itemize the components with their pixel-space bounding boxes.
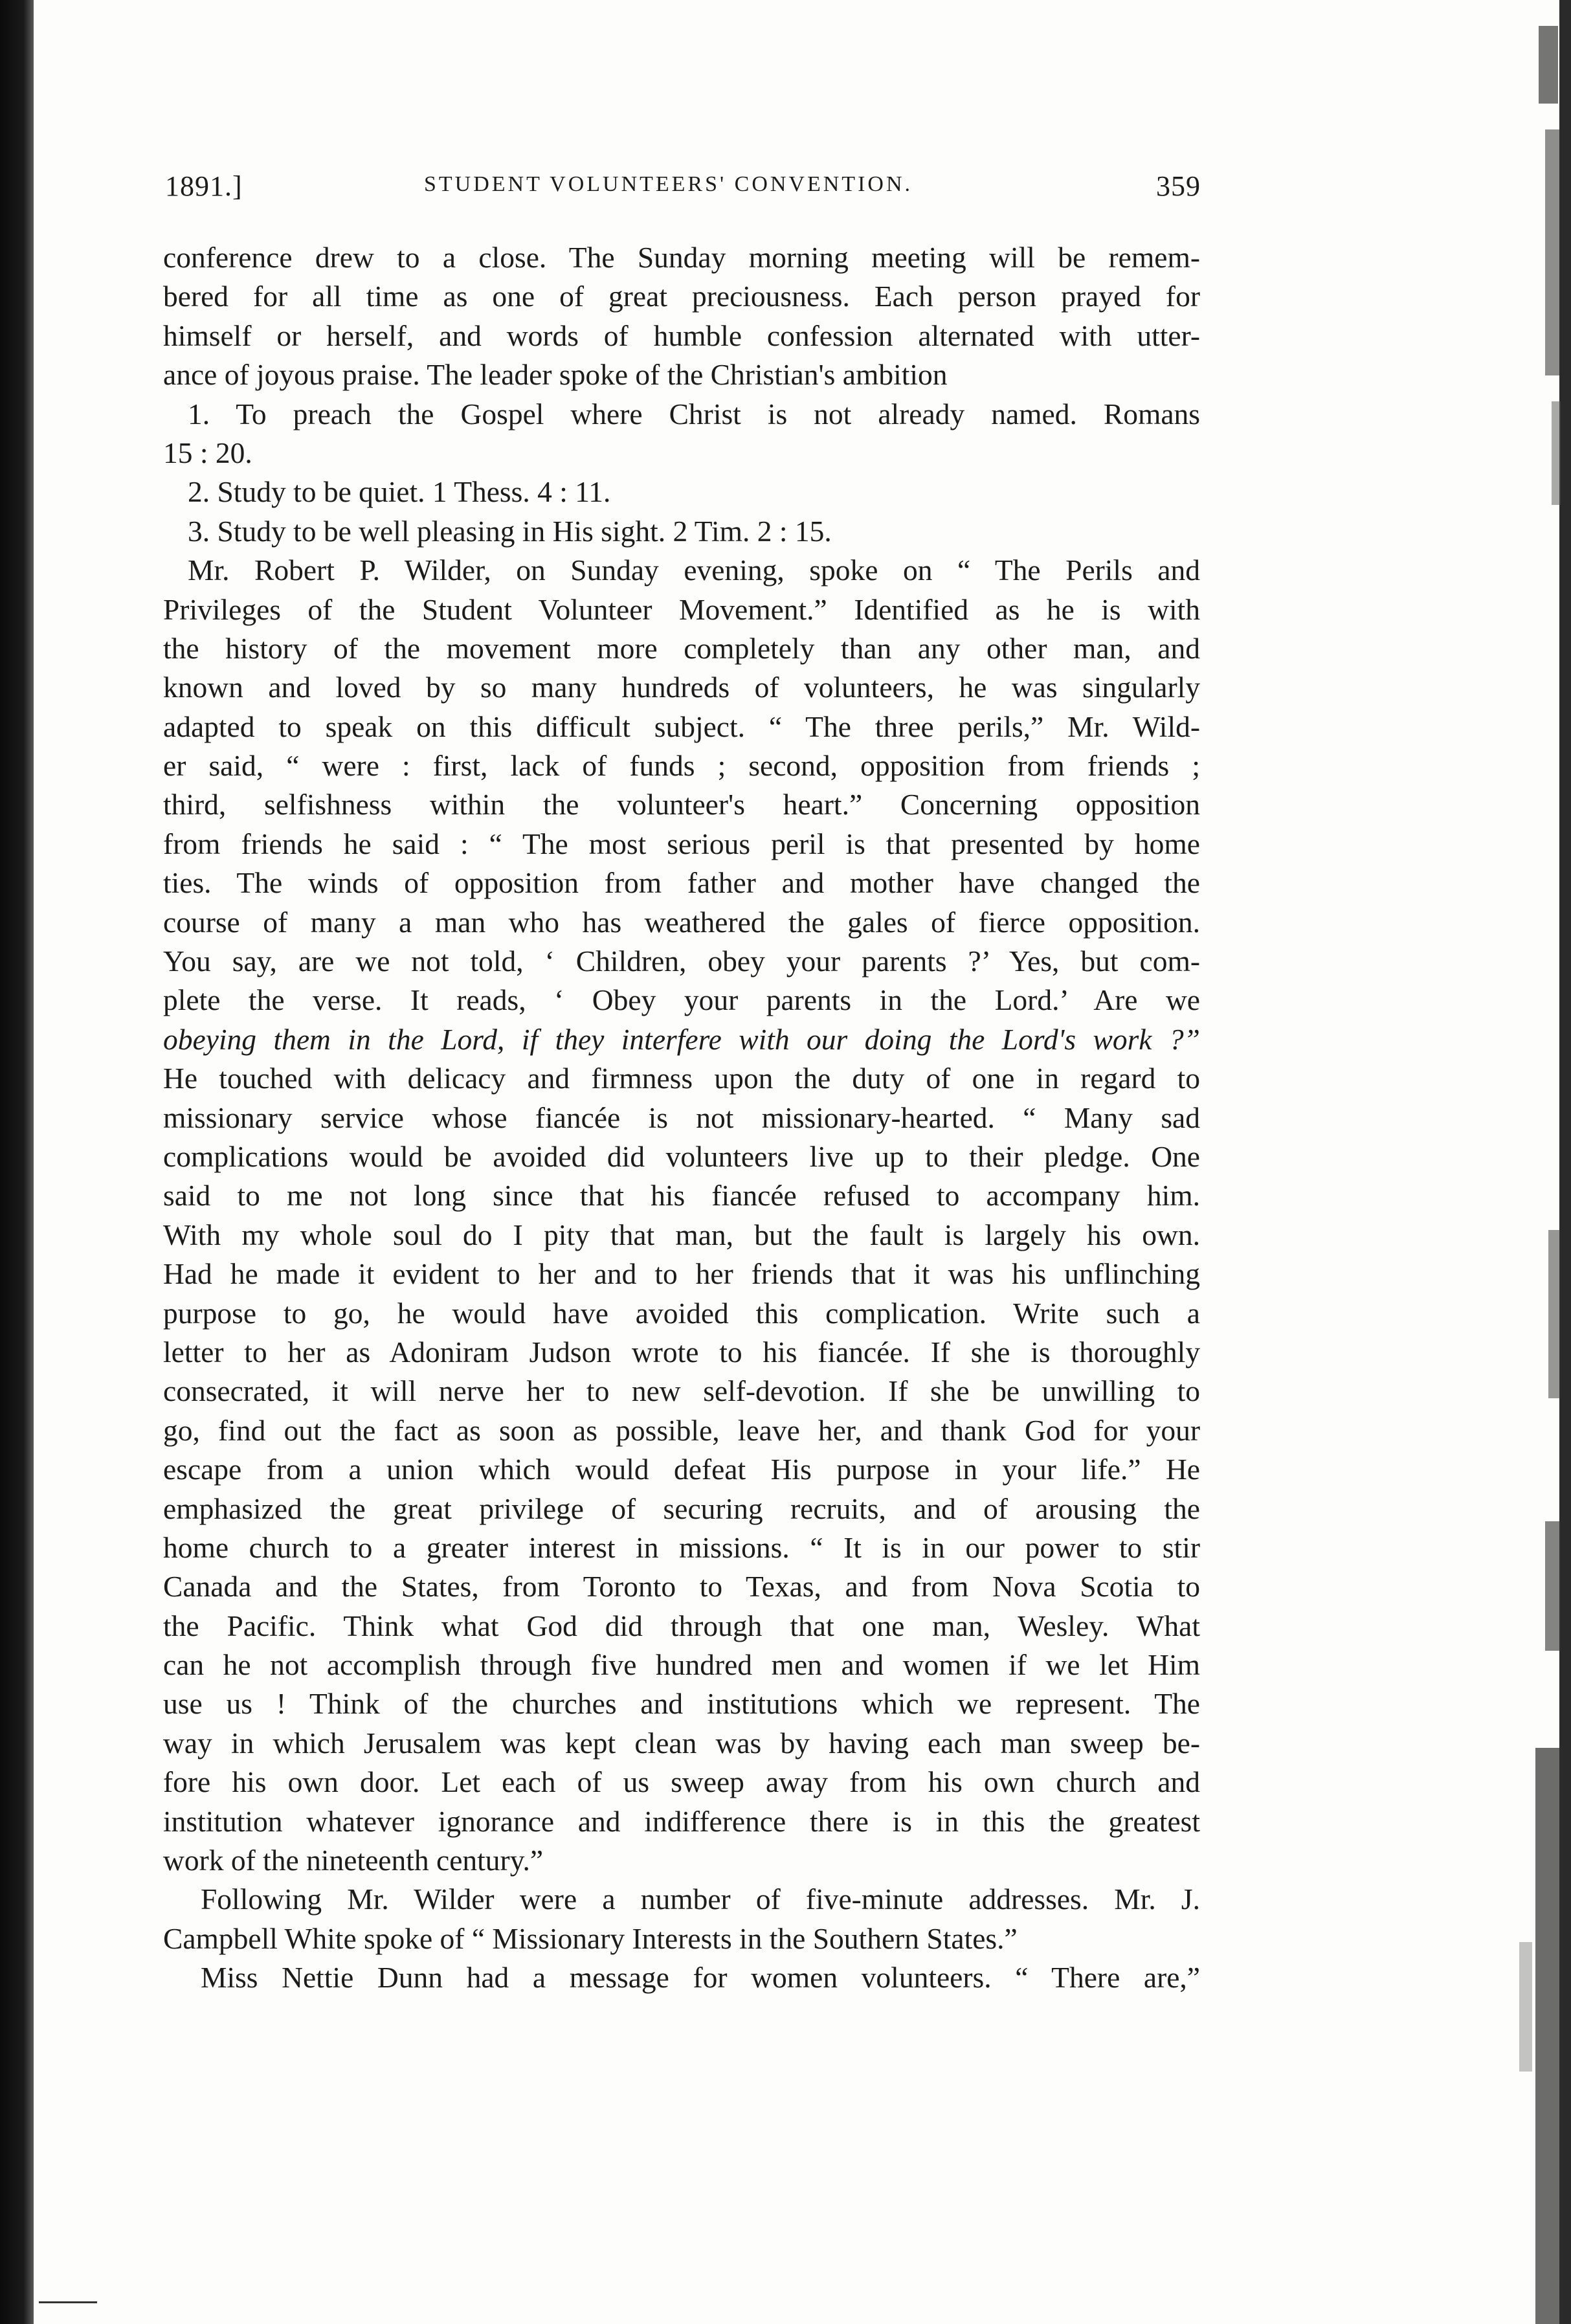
text-line: consecrated, it will nerve her to new self-devotion. If she be unwilling to [163,1374,1200,1408]
text-line: With my whole soul do I pity that man, but the fault is largely his own. [163,1218,1200,1251]
scan-right-edge [1500,0,1571,2324]
text-line: third, selfishness within the volunteer's heart.” Concerning opposition [163,788,1200,821]
text-line: the history of the movement more completely than any other man, and [163,631,1200,665]
text-line: Mr. Robert P. Wilder, on Sunday evening, spoke on “ The Perils and [188,553,1200,587]
text-line: emphasized the great privilege of securing recruits, and of arousing the [163,1492,1200,1525]
text-line: way in which Jerusalem was kept clean was by having each man sweep be- [163,1726,1200,1760]
running-head [165,170,1201,208]
running-head-title: STUDENT VOLUNTEERS' CONVENTION. [424,172,913,196]
text-line: He touched with delicacy and firmness upon the duty of one in regard to [163,1062,1200,1095]
scan-left-edge [0,0,34,2324]
text-line: obeying them in the Lord, if they interfere with our doing the Lord's work ?” [163,1022,1200,1056]
page-number: 359 [1156,170,1201,202]
text-line: 1. To preach the Gospel where Christ is not already named. Romans [188,397,1200,430]
running-head-year: 1891.] [165,170,243,202]
text-line: fore his own door. Let each of us sweep away from his own church and [163,1765,1200,1799]
text-line: Privileges of the Student Volunteer Movement.” Identified as he is with [163,592,1200,626]
text-line: home church to a greater interest in missions. “ It is in our power to stir [163,1530,1200,1564]
text-line: Had he made it evident to her and to her friends that it was his unflinching [163,1257,1200,1291]
text-line: ties. The winds of opposition from father and mother have changed the [163,866,1200,900]
text-line: Campbell White spoke of “ Missionary Interests in the Southern States.” [163,1921,1018,1955]
text-line: from friends he said : “ The most serious peril is that presented by home [163,827,1200,860]
text-line: known and loved by so many hundreds of volunteers, he was singularly [163,671,1200,704]
text-line: 3. Study to be well pleasing in His sight. 2 Tim. 2 : 15. [188,514,832,548]
text-line: conference drew to a close. The Sunday morning meeting will be remem- [163,241,1200,274]
text-line: adapted to speak on this difficult subject. “ The three perils,” Mr. Wild- [163,709,1200,743]
text-line: institution whatever ignorance and indifference there is in this the greatest [163,1804,1200,1838]
text-line: plete the verse. It reads, ‘ Obey your parents in the Lord.’ Are we [163,983,1200,1017]
footer-rule [39,2301,97,2303]
body-text [163,238,1200,1998]
text-line: can he not accomplish through five hundred men and women if we let Him [163,1648,1200,1682]
text-line: said to me not long since that his fiancée refused to accompany him. [163,1179,1200,1212]
text-line: er said, “ were : first, lack of funds ; second, opposition from friends ; [163,749,1200,783]
text-line: missionary service whose fiancée is not missionary-hearted. “ Many sad [163,1101,1200,1134]
text-line: use us ! Think of the churches and institutions which we represent. The [163,1687,1200,1721]
text-line: You say, are we not told, ‘ Children, obey your parents ?’ Yes, but com- [163,944,1200,978]
text-line: letter to her as Adoniram Judson wrote to his fiancée. If she is thoroughly [163,1335,1200,1369]
text-line: Following Mr. Wilder were a number of five-minute addresses. Mr. J. [201,1883,1200,1916]
text-line: 15 : 20. [163,436,252,469]
text-line: work of the nineteenth century.” [163,1844,544,1877]
text-line: Canada and the States, from Toronto to Texas, and from Nova Scotia to [163,1570,1200,1603]
text-line: Miss Nettie Dunn had a message for women volunteers. “ There are,” [201,1961,1200,1994]
text-line: the Pacific. Think what God did through that one man, Wesley. What [163,1609,1200,1642]
text-line: 2. Study to be quiet. 1 Thess. 4 : 11. [188,475,611,509]
text-line: course of many a man who has weathered the gales of fierce opposition. [163,905,1200,939]
text-line: purpose to go, he would have avoided this complication. Write such a [163,1296,1200,1330]
text-line: escape from a union which would defeat His purpose in your life.” He [163,1453,1200,1486]
text-line: himself or herself, and words of humble confession alternated with utter- [163,318,1200,352]
text-line: ance of joyous praise. The leader spoke of the Christian's ambition [163,358,948,392]
text-line: complications would be avoided did volunteers live up to their pledge. One [163,1139,1200,1173]
text-line: bered for all time as one of great preciousness. Each person prayed for [163,280,1200,313]
text-line: go, find out the fact as soon as possible, leave her, and thank God for your [163,1413,1200,1447]
